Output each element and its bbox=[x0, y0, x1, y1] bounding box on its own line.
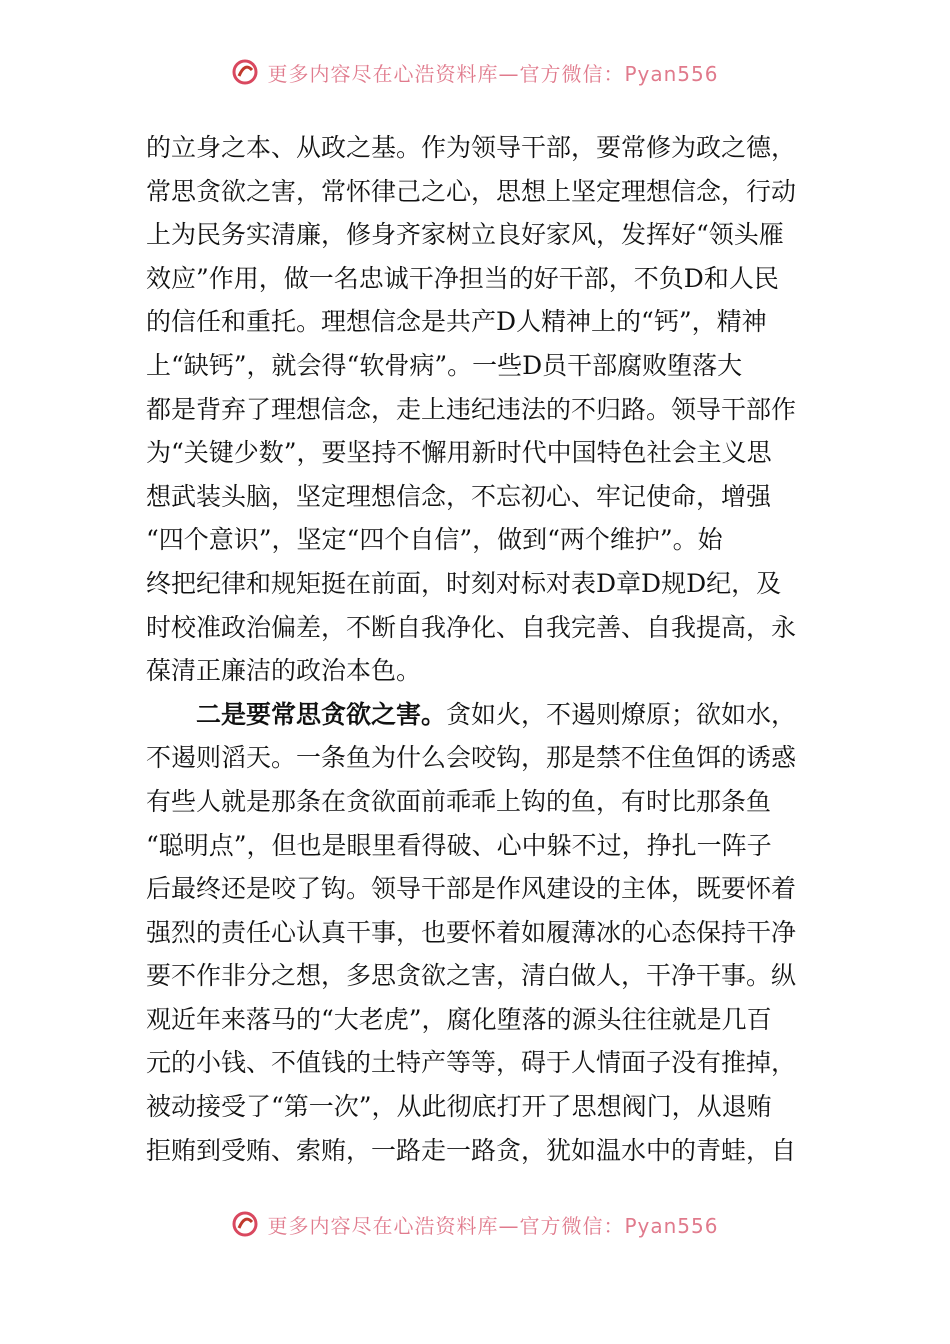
text-line: 为“关键少数”，要坚持不懈用新时代中国特色社会主义思 bbox=[146, 438, 772, 468]
text-line: 被动接受了“第一次”，从此彻底打开了思想阀门，从退贿 bbox=[146, 1092, 772, 1122]
section-heading: 二是要常思贪欲之害。 bbox=[196, 699, 447, 729]
text-line: 终把纪律和规矩挺在前面，时刻对标对表D章D规D纪，及 bbox=[146, 568, 782, 598]
text-line: 要不作非分之想，多思贪欲之害，清白做人，干净干事。纵 bbox=[146, 961, 797, 991]
text-line: 有些人就是那条在贪欲面前乖乖上钩的鱼，有时比那条鱼 bbox=[146, 786, 772, 816]
text-line: “聪明点”，但也是眼里看得破、心中躲不过，挣扎一阵子 bbox=[146, 830, 772, 860]
text-line: 后最终还是咬了钩。领导干部是作风建设的主体，既要怀着 bbox=[146, 874, 797, 904]
document-body bbox=[146, 126, 810, 1172]
text-line: “四个意识”，坚定“四个自信”，做到“两个维护”。始 bbox=[146, 525, 723, 555]
brand-logo-icon bbox=[231, 58, 259, 86]
watermark-footer bbox=[0, 1206, 950, 1242]
text-line bbox=[146, 693, 810, 737]
text-line: 上“缺钙”，就会得“软骨病”。一些D员干部腐败堕落大 bbox=[146, 350, 743, 380]
paragraph-2 bbox=[146, 693, 810, 1173]
text-line: 的信任和重托。理想信念是共产D人精神上的“钙”，精神 bbox=[146, 307, 767, 337]
text-line: 效应”作用，做一名忠诚干净担当的好干部，不负D和人民 bbox=[146, 263, 779, 293]
watermark-text: 更多内容尽在心浩资料库—官方微信：Pyan556 bbox=[267, 61, 719, 86]
text-line: 不遏则滔天。一条鱼为什么会咬钩，那是禁不住鱼饵的诱惑 bbox=[146, 743, 797, 773]
text-line: 上为民务实清廉，修身齐家树立良好家风，发挥好“领头雁 bbox=[146, 220, 784, 250]
paragraph-1 bbox=[146, 126, 810, 693]
brand-logo-icon bbox=[231, 1210, 259, 1238]
text-line: 的立身之本、从政之基。作为领导干部，要常修为政之德， bbox=[146, 133, 797, 162]
text-line: 时校准政治偏差，不断自我净化、自我完善、自我提高，永 bbox=[146, 612, 797, 642]
watermark-header bbox=[0, 54, 950, 90]
text-line: 都是背弃了理想信念，走上违纪违法的不归路。领导干部作 bbox=[146, 394, 797, 424]
text-line: 想武装头脑，坚定理想信念，不忘初心、牢记使命，增强 bbox=[146, 481, 772, 511]
text-line: 强烈的责任心认真干事，也要怀着如履薄冰的心态保持干净 bbox=[146, 917, 797, 947]
heading-line-text: 贪如火，不遏则燎原；欲如水， bbox=[446, 699, 797, 729]
text-line: 常思贪欲之害，常怀律己之心，思想上坚定理想信念，行动 bbox=[146, 176, 797, 206]
text-line: 观近年来落马的“大老虎”，腐化堕落的源头往往就是几百 bbox=[146, 1004, 772, 1034]
text-line: 拒贿到受贿、索贿，一路走一路贪，犹如温水中的青蛙，自 bbox=[146, 1135, 797, 1165]
text-line: 葆清正廉洁的政治本色。 bbox=[146, 656, 422, 686]
watermark-text: 更多内容尽在心浩资料库—官方微信：Pyan556 bbox=[267, 1213, 719, 1238]
text-line: 元的小钱、不值钱的土特产等等，碍于人情面子没有推掉， bbox=[146, 1048, 797, 1078]
